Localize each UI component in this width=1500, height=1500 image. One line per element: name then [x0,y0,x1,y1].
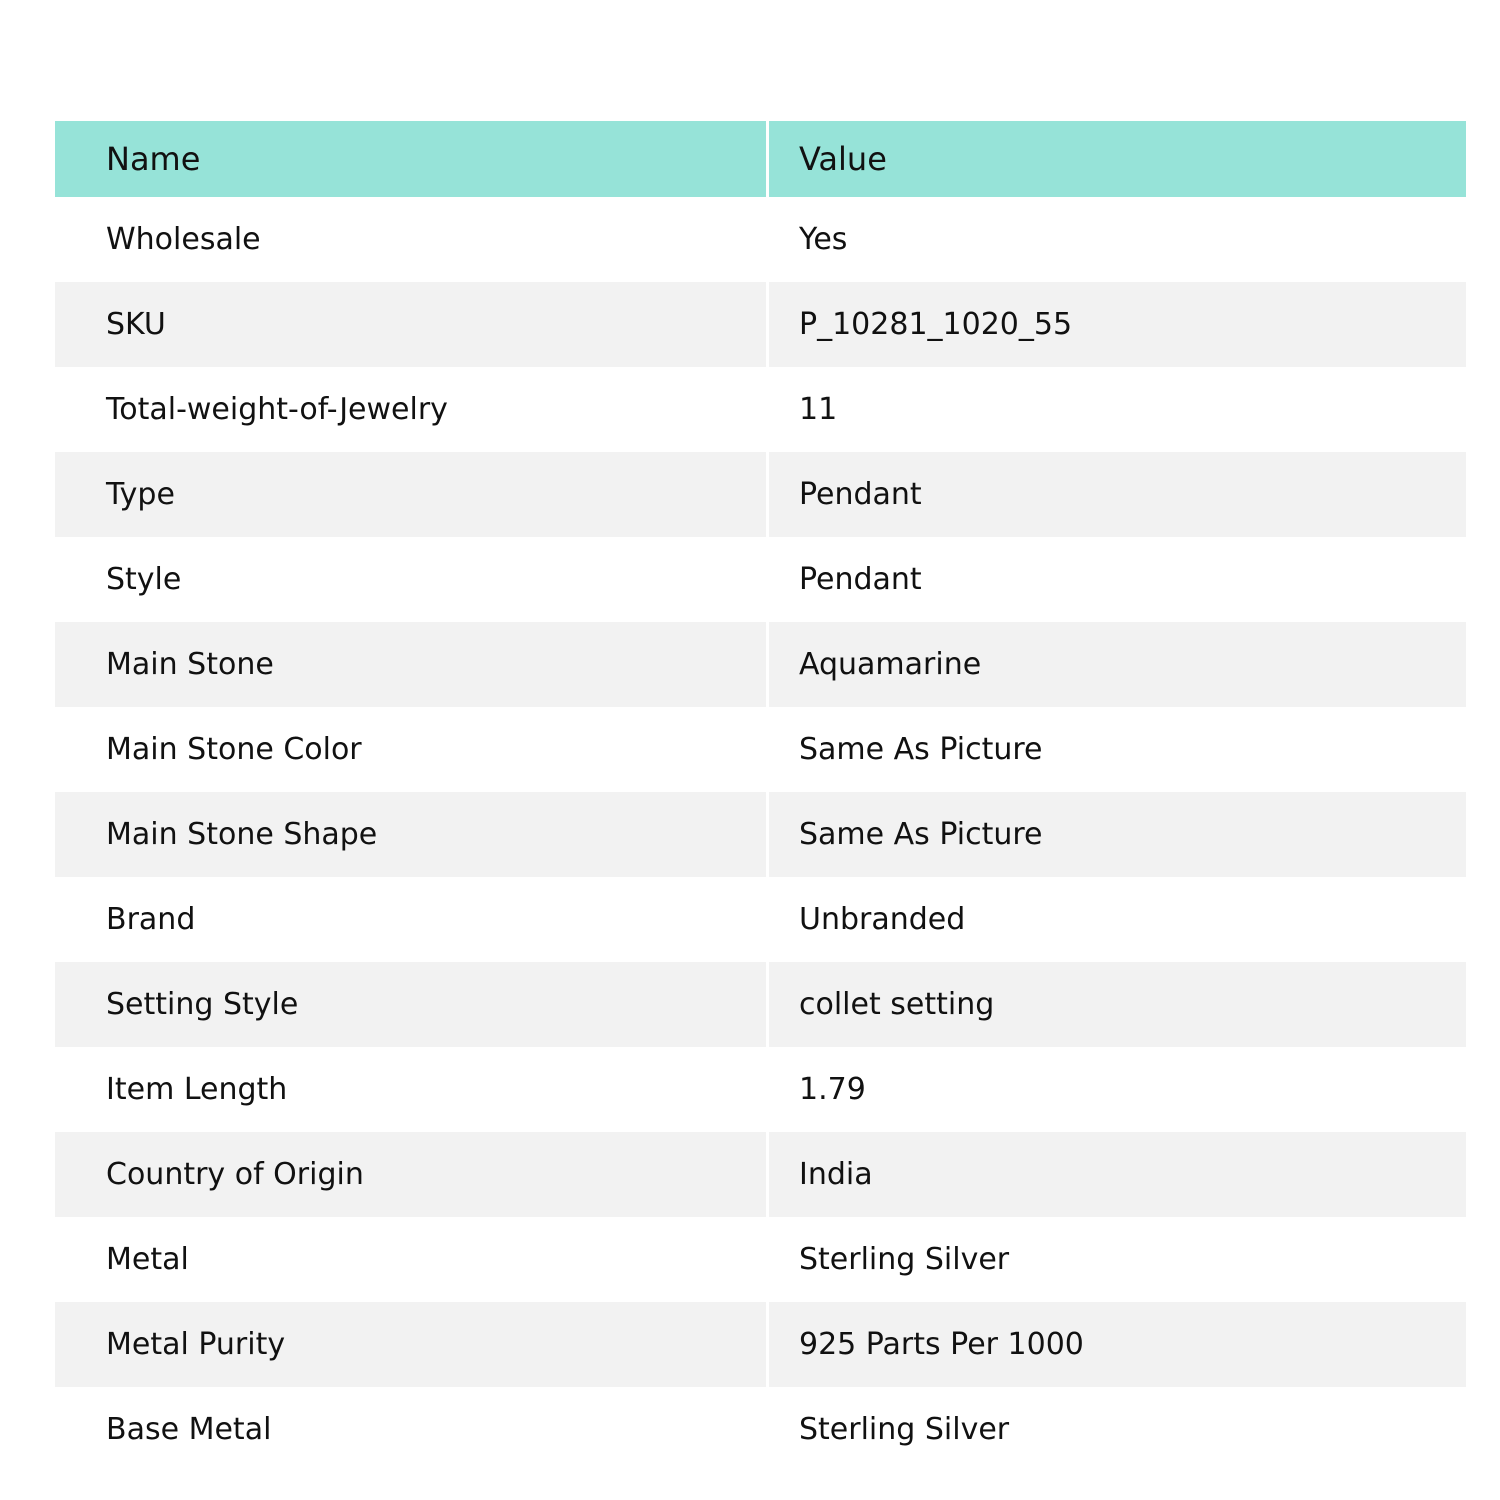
specifications-table [55,121,1466,1472]
table-row [55,367,1466,452]
row-name-cell: Item Length [55,1047,766,1132]
row-name-cell: Country of Origin [55,1132,766,1217]
row-name-cell: Brand [55,877,766,962]
table-row [55,962,1466,1047]
row-name-cell: Metal [55,1217,766,1302]
row-value-cell: Aquamarine [769,622,1466,707]
row-name-cell: Main Stone Shape [55,792,766,877]
row-value-cell: Pendant [769,537,1466,622]
header-name-cell: Name [55,121,766,197]
table-row [55,1302,1466,1387]
row-value-cell: Sterling Silver [769,1387,1466,1472]
row-value-cell: 1.79 [769,1047,1466,1132]
table-row [55,1047,1466,1132]
row-value-cell: Sterling Silver [769,1217,1466,1302]
row-name-cell: SKU [55,282,766,367]
row-value-cell: collet setting [769,962,1466,1047]
row-name-cell: Main Stone Color [55,707,766,792]
table-row [55,537,1466,622]
table-row [55,1132,1466,1217]
row-value-cell: Same As Picture [769,792,1466,877]
table-row [55,452,1466,537]
row-name-cell: Wholesale [55,197,766,282]
table-row [55,1387,1466,1472]
table-row [55,1217,1466,1302]
table-row [55,197,1466,282]
table-row [55,622,1466,707]
table-row [55,282,1466,367]
row-name-cell: Setting Style [55,962,766,1047]
table-header-row [55,121,1466,197]
row-value-cell: P_10281_1020_55 [769,282,1466,367]
table-row [55,792,1466,877]
row-name-cell: Total-weight-of-Jewelry [55,367,766,452]
header-value-cell: Value [769,121,1466,197]
row-name-cell: Type [55,452,766,537]
row-name-cell: Base Metal [55,1387,766,1472]
row-name-cell: Main Stone [55,622,766,707]
row-value-cell: India [769,1132,1466,1217]
row-value-cell: Unbranded [769,877,1466,962]
row-name-cell: Metal Purity [55,1302,766,1387]
table-row [55,877,1466,962]
row-value-cell: Yes [769,197,1466,282]
row-value-cell: 11 [769,367,1466,452]
row-value-cell: Same As Picture [769,707,1466,792]
row-value-cell: 925 Parts Per 1000 [769,1302,1466,1387]
row-value-cell: Pendant [769,452,1466,537]
row-name-cell: Style [55,537,766,622]
table-row [55,707,1466,792]
